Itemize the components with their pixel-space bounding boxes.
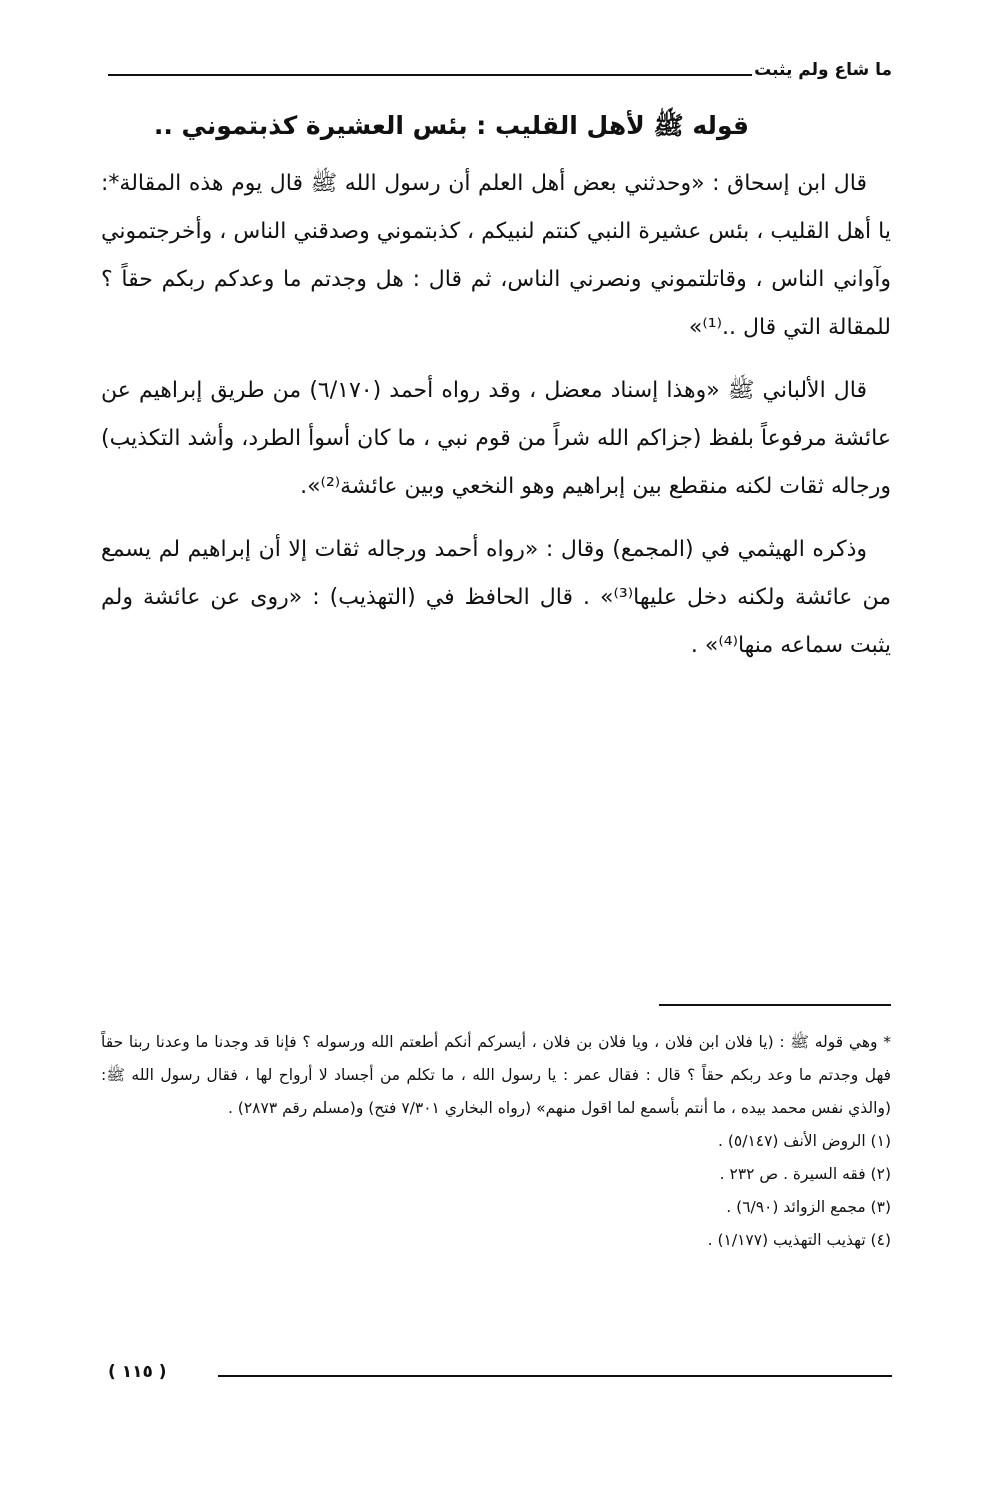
page-number: ( ١١٥ ) <box>108 1362 167 1382</box>
footnote-item: (٣) مجمع الزوائد (٦/٩٠) . <box>726 1198 891 1216</box>
footer-rule <box>218 1375 892 1377</box>
footnote-item: (٤) تهذيب التهذيب (١/١٧٧) . <box>707 1231 891 1249</box>
footnotes <box>101 1026 891 1257</box>
paragraph: قال ابن إسحاق : «وحدثني بعض أهل العلم أن رسول الله ﷺ قال يوم هذه المقالة*: يا أهل القليب ، بئس عشيرة النبي كنتم لنبيكم ، كذبتموني وصدقني الناس ، وأخرجتموني وآواني الناس ، وقاتلتموني ونصرني الناس، ثم قال : هل وجدتم ما وعدكم ربكم حقاً ؟ للمقالة التي قال ..⁽¹⁾» <box>101 171 891 340</box>
paragraph: وذكره الهيثمي في (المجمع) وقال : «رواه أحمد ورجاله ثقات إلا أن إبراهيم لم يسمع من عائشة ولكنه دخل عليها⁽³⁾» . قال الحافظ في (التهذيب) : «روى عن عائشة ولم يثبت سماعه منها⁽⁴⁾» . <box>101 537 891 658</box>
page-footer <box>108 1362 892 1392</box>
footnote-separator <box>659 1004 891 1006</box>
footnote-item: (٢) فقه السيرة . ص ٢٣٢ . <box>719 1165 891 1183</box>
header-rule <box>108 74 752 76</box>
section-title: قوله ﷺ لأهل القليب : بئس العشيرة كذبتموني .. <box>153 111 749 140</box>
footnote-item: (١) الروض الأنف (٥/١٤٧) . <box>717 1132 891 1150</box>
running-title: ما شاع ولم يثبت <box>754 60 892 80</box>
footnote-star: * وهي قوله ﷺ : (يا فلان ابن فلان ، ويا فلان بن فلان ، أيسركم أنكم أطعتم الله ورسوله ؟ فإنا قد وجدنا ما وعدنا ربنا حقاً فهل وجدتم ما وعد ربكم حقاً ؟ قال : فقال عمر : يا رسول الله ، ما تكلم من أجساد لا أرواح لها ، فقال رسول الله ﷺ: (والذي نفس محمد بيده ، ما أنتم بأسمع لما اقول منهم» (رواه البخاري ٧/٣٠١ فتح) و(مسلم رقم ٢٨٧٣) . <box>101 1033 891 1117</box>
body-text <box>101 160 891 685</box>
paragraph: قال الألباني ﷺ «وهذا إسناد معضل ، وقد رواه أحمد (٦/١٧٠) من طريق إبراهيم عن عائشة مرفوعاً بلفظ (جزاكم الله شراً من قوم نبي ، ما كان أسوأ الطرد، وأشد التكذيب) ورجاله ثقات لكنه منقطع بين إبراهيم وهو النخعي وبين عائشة⁽²⁾». <box>101 378 891 499</box>
running-header <box>108 58 892 88</box>
